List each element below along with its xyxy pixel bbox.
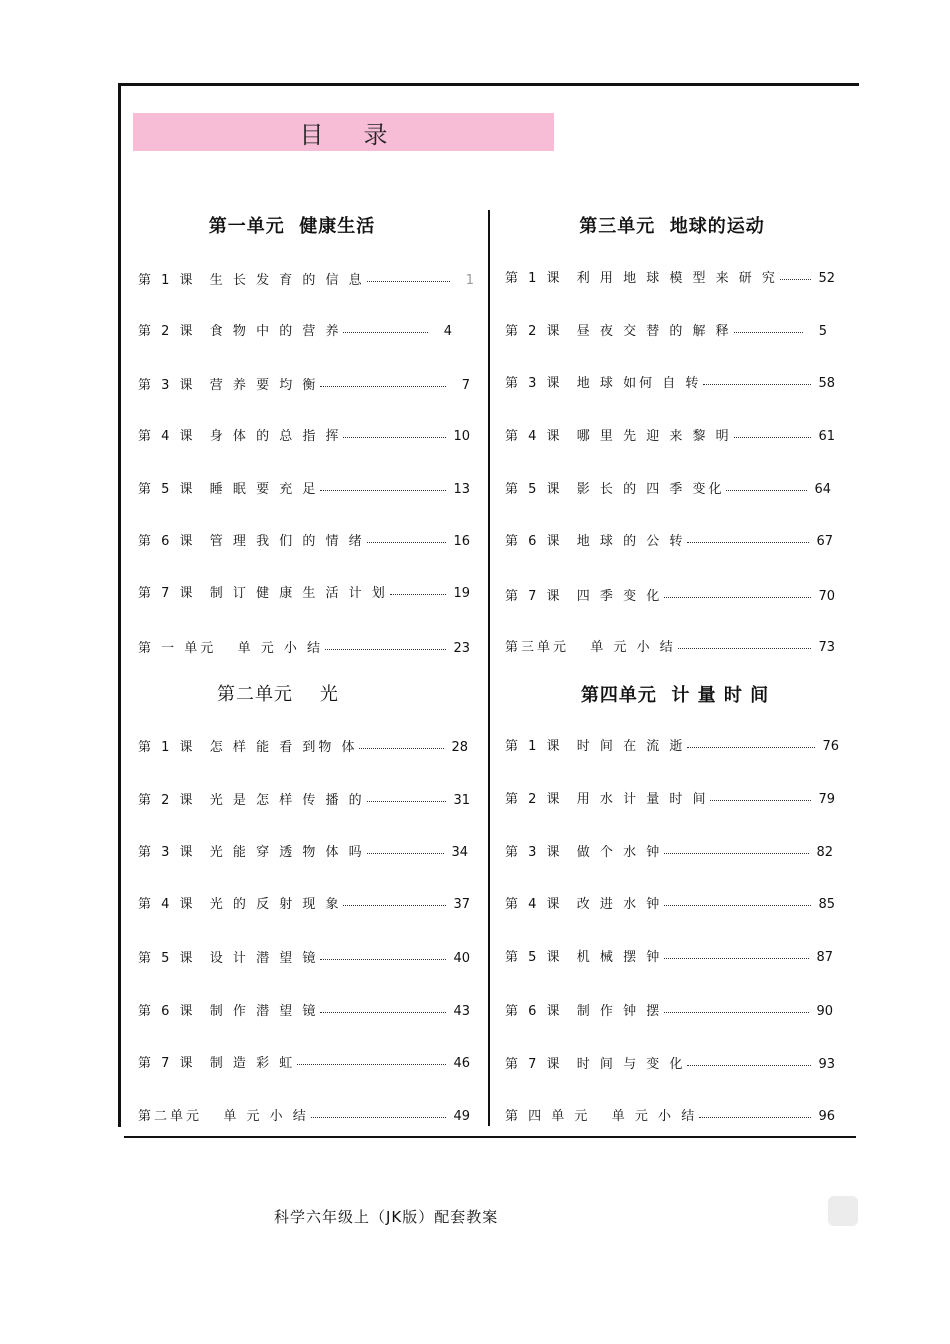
leader-dots (343, 331, 428, 333)
leader-dots (699, 1116, 811, 1118)
unit-heading-1: 第一单元 健康生活 (208, 216, 376, 237)
toc-title-band (133, 113, 554, 151)
page-number: 73 (818, 640, 835, 655)
toc-entry[interactable]: 第 6 课 地 球 的 公 转 67 (505, 534, 833, 549)
toc-entry[interactable]: 第 1 课 生 长 发 育 的 信 息 1 (138, 273, 474, 288)
leader-dots (359, 747, 444, 749)
toc-entry[interactable]: 第 7 课 制 订 健 康 生 活 计 划 19 (138, 586, 470, 601)
leader-dots (320, 489, 446, 491)
leader-dots (734, 331, 803, 333)
page-number: 40 (453, 951, 470, 966)
column-divider (488, 210, 490, 1126)
toc-entry[interactable]: 第 一 单元 单 元 小 结 23 (138, 641, 470, 656)
page-number: 28 (451, 740, 468, 755)
toc-entry[interactable]: 第 7 课 制 造 彩 虹 46 (138, 1056, 470, 1071)
leader-dots (320, 1011, 446, 1013)
toc-entry[interactable]: 第 1 课 时 间 在 流 逝 76 (505, 739, 839, 754)
leader-dots (678, 647, 811, 649)
page-number: 96 (818, 1109, 835, 1124)
leader-dots (703, 383, 811, 385)
toc-entry[interactable]: 第三单元 单 元 小 结 73 (505, 640, 835, 655)
page-number: 34 (451, 845, 468, 860)
toc-entry[interactable]: 第 4 课 哪 里 先 迎 来 黎 明 61 (505, 429, 835, 444)
page-number: 93 (818, 1057, 835, 1072)
leader-dots (780, 278, 811, 280)
page-number: 70 (818, 589, 835, 604)
leader-dots (367, 280, 450, 282)
leader-dots (390, 593, 446, 595)
toc-entry[interactable]: 第 2 课 光 是 怎 样 传 播 的 31 (138, 793, 470, 808)
toc-entry[interactable]: 第 3 课 地 球 如何 自 转 58 (505, 376, 835, 391)
leader-dots (734, 436, 811, 438)
leader-dots (664, 596, 811, 598)
toc-entry[interactable]: 第 7 课 时 间 与 变 化 93 (505, 1057, 835, 1072)
toc-entry[interactable]: 第 5 课 睡 眠 要 充 足 13 (138, 482, 470, 497)
page-number: 49 (453, 1109, 470, 1124)
toc-entry[interactable]: 第 2 课 食 物 中 的 营 养 4 (138, 324, 452, 339)
toc-entry[interactable]: 第 6 课 制 作 潜 望 镜 43 (138, 1004, 470, 1019)
leader-dots (687, 541, 809, 543)
leader-dots (367, 852, 444, 854)
leader-dots (320, 385, 446, 387)
toc-title: 目录 (299, 120, 428, 149)
toc-entry[interactable]: 第 1 课 利 用 地 球 模 型 来 研 究 52 (505, 271, 835, 286)
toc-entry[interactable]: 第 5 课 机 械 摆 钟 87 (505, 950, 833, 965)
page-number: 13 (453, 482, 470, 497)
toc-entry[interactable]: 第 5 课 设 计 潜 望 镜 40 (138, 951, 470, 966)
page-number: 58 (818, 376, 835, 391)
unit-heading-3: 第三单元 地球的运动 (579, 216, 765, 237)
leader-dots (687, 746, 815, 748)
toc-entry[interactable]: 第 2 课 昼 夜 交 替 的 解 释 5 (505, 324, 827, 339)
page-number: 82 (816, 845, 833, 860)
toc-entry[interactable]: 第 3 课 做 个 水 钟 82 (505, 845, 833, 860)
leader-dots (726, 489, 807, 491)
leader-dots (664, 904, 811, 906)
page-number: 90 (816, 1004, 833, 1019)
toc-entry[interactable]: 第 6 课 管 理 我 们 的 情 绪 16 (138, 534, 470, 549)
page-number: 1 (465, 273, 474, 288)
leader-dots (710, 799, 811, 801)
toc-entry[interactable]: 第 6 课 制 作 钟 摆 90 (505, 1004, 833, 1019)
unit-heading-2: 第二单元 光 (217, 684, 339, 705)
toc-entry[interactable]: 第 四 单 元 单 元 小 结 96 (505, 1109, 835, 1124)
page-number: 52 (818, 271, 835, 286)
page-number: 16 (453, 534, 470, 549)
leader-dots (320, 958, 446, 960)
toc-entry[interactable]: 第 4 课 身 体 的 总 指 挥 10 (138, 429, 470, 444)
toc-entry[interactable]: 第 1 课 怎 样 能 看 到物 体 28 (138, 740, 468, 755)
page-number: 64 (814, 482, 831, 497)
page-number: 46 (453, 1056, 470, 1071)
leader-dots (297, 1063, 446, 1065)
frame-bottom-rule (124, 1136, 856, 1138)
footer-book-title: 科学六年级上（JK版）配套教案 (274, 1208, 499, 1226)
corner-mark (828, 1196, 858, 1226)
leader-dots (367, 800, 446, 802)
toc-entry[interactable]: 第二单元 单 元 小 结 49 (138, 1109, 470, 1124)
leader-dots (343, 904, 446, 906)
page-number: 5 (818, 324, 827, 339)
leader-dots (664, 852, 809, 854)
leader-dots (664, 1011, 809, 1013)
page-number: 67 (816, 534, 833, 549)
toc-entry[interactable]: 第 3 课 营 养 要 均 衡 7 (138, 378, 470, 393)
unit-heading-4: 第四单元 计 量 时 间 (580, 685, 770, 706)
page-number: 87 (816, 950, 833, 965)
toc-entry[interactable]: 第 5 课 影 长 的 四 季 变化 64 (505, 482, 831, 497)
page-number: 10 (453, 429, 470, 444)
toc-entry[interactable]: 第 7 课 四 季 变 化 70 (505, 589, 835, 604)
page-number: 23 (453, 641, 470, 656)
toc-entry[interactable]: 第 4 课 改 进 水 钟 85 (505, 897, 835, 912)
toc-entry[interactable]: 第 2 课 用 水 计 量 时 间 79 (505, 792, 835, 807)
page-number: 37 (453, 897, 470, 912)
leader-dots (664, 957, 809, 959)
leader-dots (311, 1116, 446, 1118)
page-number: 43 (453, 1004, 470, 1019)
page-number: 4 (443, 324, 452, 339)
leader-dots (325, 648, 446, 650)
toc-entry[interactable]: 第 3 课 光 能 穿 透 物 体 吗 34 (138, 845, 468, 860)
page-number: 31 (453, 793, 470, 808)
page-number: 19 (453, 586, 470, 601)
leader-dots (687, 1064, 811, 1066)
page-number: 76 (822, 739, 839, 754)
leader-dots (343, 436, 446, 438)
leader-dots (367, 541, 446, 543)
page-number: 7 (461, 378, 470, 393)
page-number: 61 (818, 429, 835, 444)
page-number: 79 (818, 792, 835, 807)
page-number: 85 (818, 897, 835, 912)
frame-top-rule (120, 83, 859, 86)
toc-entry[interactable]: 第 4 课 光 的 反 射 现 象 37 (138, 897, 470, 912)
frame-left-rule (118, 83, 121, 1127)
